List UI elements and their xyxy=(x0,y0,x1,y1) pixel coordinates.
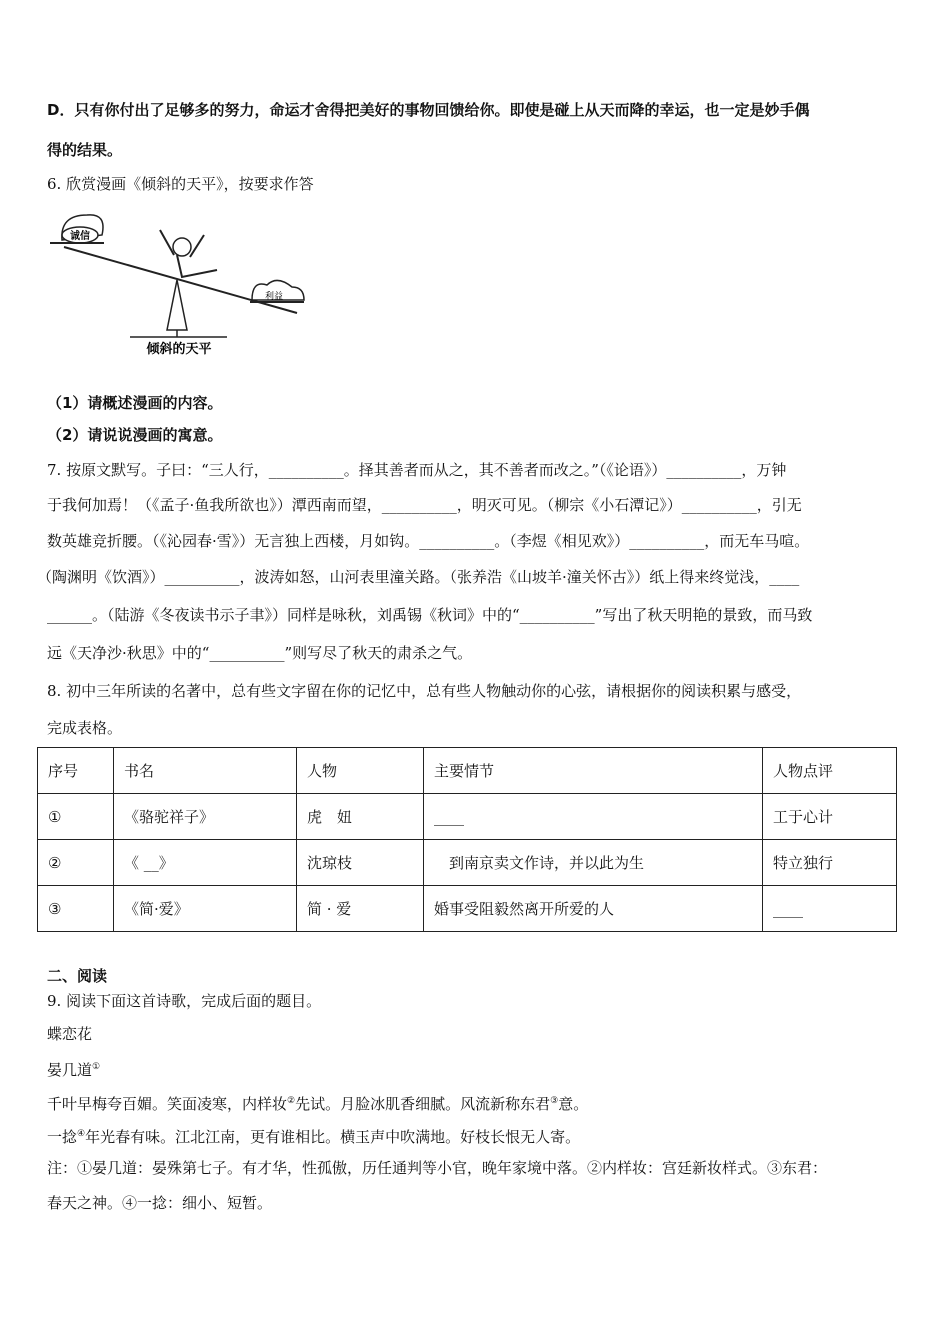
table-header-row xyxy=(38,748,897,794)
option-text: 只有你付出了足够多的努力，命运才舍得把美好的事物回馈给你。即使是碰上从天而降的幸运，也一定是妙手偶 xyxy=(74,101,810,119)
q8-line: 完成表格。 xyxy=(47,719,123,737)
table-cell: ① xyxy=(38,794,114,840)
table-header: 人物点评 xyxy=(763,748,897,794)
section-heading: 二、阅读 xyxy=(47,967,108,985)
table-cell: 工于心计 xyxy=(763,794,897,840)
q9-title: 9. 阅读下面这首诗歌，完成后面的题目。 xyxy=(47,992,322,1010)
footnote-mark: ③ xyxy=(550,1096,559,1106)
footnote-mark: ④ xyxy=(77,1129,86,1139)
table-cell: 特立独行 xyxy=(763,840,897,886)
table-row xyxy=(38,886,897,932)
poem-line: 一捻④年光春有味。江北江南，更有谁相比。横玉声中吹满地。好枝长恨无人寄。 xyxy=(47,1128,581,1146)
scale-stand xyxy=(167,280,187,330)
table-cell: ② xyxy=(38,840,114,886)
figure-head xyxy=(173,238,191,256)
table-cell: 到南京卖文作诗，并以此为生 xyxy=(424,840,763,886)
q7-line: ______。（陆游《冬夜读书示子聿》）同样是咏秋，刘禹锡《秋词》中的“__________”写出了秋天明艳的景致，而马致 xyxy=(47,606,813,624)
table-cell: ____ xyxy=(424,794,763,840)
table-cell: 婚事受阻毅然离开所爱的人 xyxy=(424,886,763,932)
poem-author xyxy=(47,1057,100,1080)
q6-sub1: （1）请概述漫画的内容。 xyxy=(47,394,223,412)
option-label: D． xyxy=(47,101,75,119)
poem-notes: 春天之神。④一捻：细小、短暂。 xyxy=(47,1194,273,1212)
option-d-cont: 得的结果。 xyxy=(47,141,123,159)
poem-notes: 注：①晏几道：晏殊第七子。有才华，性孤傲，历任通判等小官，晚年家境中落。②内样妆：宫廷新妆样式。③东君： xyxy=(47,1159,828,1177)
table-row xyxy=(38,794,897,840)
q7-line: 于我何加焉！（《孟子·鱼我所欲也》）潭西南而望，__________，明灭可见。（柳宗《小石潭记》）__________，引无 xyxy=(47,496,802,514)
poem-line: 千叶早梅夸百媚。笑面凌寒，内样妆②先试。月脸冰肌香细腻。风流新称东君③意。 xyxy=(47,1095,589,1113)
q7-line: （陶渊明《饮酒》）__________，波涛如怒，山河表里潼关路。（张养浩《山坡羊·潼关怀古》）纸上得来终觉浅，____ xyxy=(37,568,800,586)
table-header: 序号 xyxy=(38,748,114,794)
q8-line: 8. 初中三年所读的名著中，总有些文字留在你的记忆中，总有些人物触动你的心弦，请根据你的阅读积累与感受， xyxy=(47,682,802,700)
table-header: 人物 xyxy=(297,748,424,794)
cartoon-tilted-scale xyxy=(42,205,317,360)
scale-beam xyxy=(64,247,297,313)
right-pan-label: 利益 xyxy=(264,292,284,302)
table-header: 书名 xyxy=(114,748,297,794)
q6-title: 6. 欣赏漫画《倾斜的天平》，按要求作答 xyxy=(47,175,314,193)
q6-sub2: （2）请说说漫画的寓意。 xyxy=(47,426,223,444)
table-cell: 《简·爱》 xyxy=(114,886,297,932)
poem-title: 蝶恋花 xyxy=(47,1025,93,1043)
q7-line: 7. 按原文默写。子曰：“三人行，__________。择其善者而从之，其不善者而改之。”（《论语》）__________，万钟 xyxy=(47,461,787,479)
table-cell: 《骆驼祥子》 xyxy=(114,794,297,840)
author-name: 晏几道 xyxy=(47,1061,93,1079)
option-d xyxy=(47,100,809,120)
table-header: 主要情节 xyxy=(424,748,763,794)
q7-line: 数英雄竞折腰。（《沁园春·雪》）无言独上西楼，月如钩。__________。（李煜《相见欢》）__________，而无车马喧。 xyxy=(47,532,810,550)
table-cell: 沈琼枝 xyxy=(297,840,424,886)
footnote-mark: ② xyxy=(287,1096,296,1106)
table-cell: ____ xyxy=(763,886,897,932)
reading-table xyxy=(37,747,897,932)
table-cell: ③ xyxy=(38,886,114,932)
table-cell: 《 __》 xyxy=(114,840,297,886)
cartoon-caption: 倾斜的天平 xyxy=(146,342,212,357)
table-row xyxy=(38,840,897,886)
table-cell: 虎 妞 xyxy=(297,794,424,840)
table-cell: 简 · 爱 xyxy=(297,886,424,932)
q7-line: 远《天净沙·秋思》中的“__________”则写尽了秋天的肃杀之气。 xyxy=(47,644,473,662)
footnote-mark: ① xyxy=(92,1062,101,1072)
left-pan-label: 诚信 xyxy=(70,231,90,242)
